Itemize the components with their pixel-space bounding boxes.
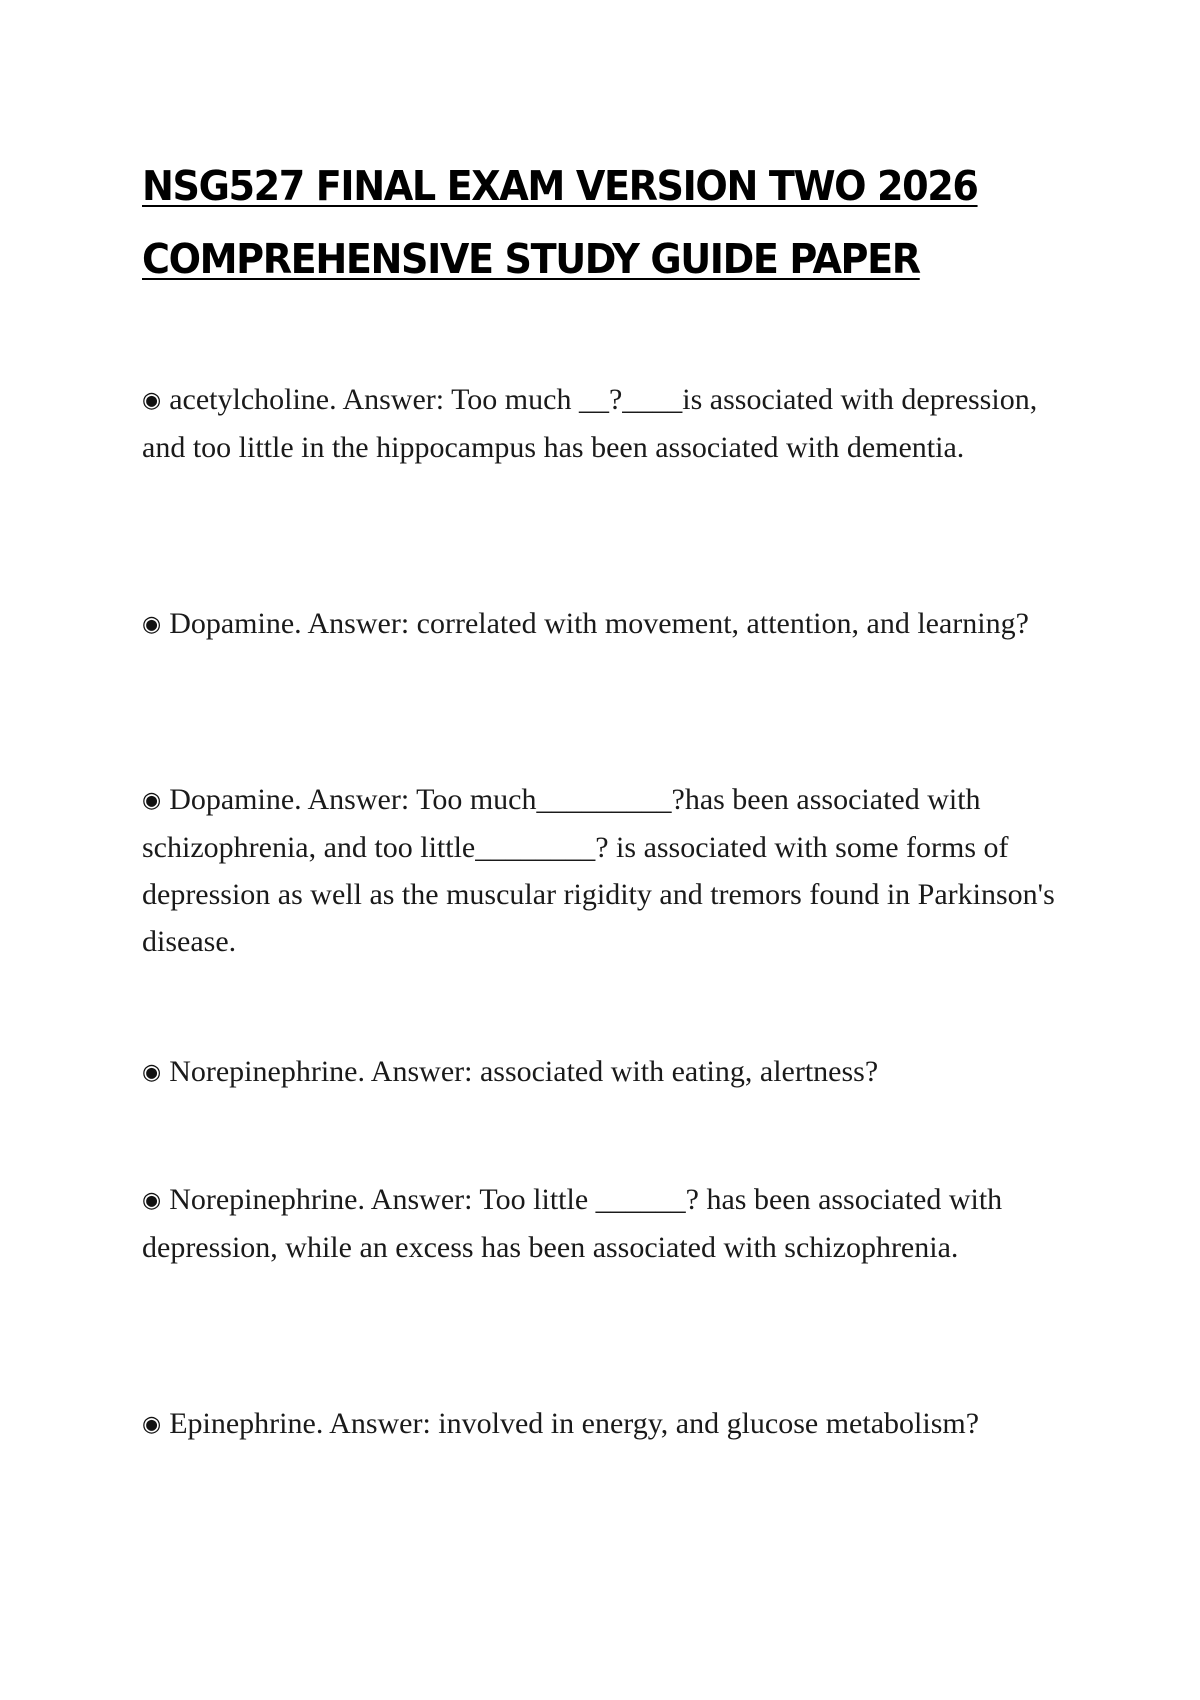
document-title [142, 150, 1035, 296]
qa-item-text: acetylcholine. Answer: Too much __?____is associated with depression, and too little in the hippocampus has been associated with dementia. [142, 383, 1038, 464]
qa-item-text: Dopamine. Answer: correlated with movement, attention, and learning? [169, 607, 1029, 640]
qa-item-text: Dopamine. Answer: Too much_________?has been associated with schizophrenia, and too little________? is associated with some forms of depression as well as the muscular rigidity and tremors found in Parkinson's disease. [142, 783, 1055, 958]
radio-bullet-icon: ◉ [142, 388, 162, 413]
qa-item-text: Norepinephrine. Answer: Too little ______? has been associated with depression, while an excess has been associated with schizophrenia. [142, 1183, 1003, 1264]
qa-item-epinephrine [142, 1400, 1062, 1448]
radio-bullet-icon: ◉ [142, 1412, 162, 1437]
radio-bullet-icon: ◉ [142, 1188, 162, 1213]
qa-item-text: Epinephrine. Answer: involved in energy, and glucose metabolism? [169, 1407, 980, 1440]
radio-bullet-icon: ◉ [142, 1060, 162, 1085]
title-line-1: NSG527 FINAL EXAM VERSION TWO 2026 [142, 162, 978, 210]
qa-item-text: Norepinephrine. Answer: associated with eating, alertness? [169, 1055, 879, 1088]
title-line-2: COMPREHENSIVE STUDY GUIDE PAPER [142, 235, 920, 283]
radio-bullet-icon: ◉ [142, 788, 162, 813]
qa-item-norepinephrine-1 [142, 1048, 1062, 1096]
qa-item-acetylcholine [142, 376, 1062, 471]
qa-item-dopamine-1 [142, 600, 1062, 648]
qa-item-norepinephrine-2 [142, 1176, 1062, 1271]
qa-item-dopamine-2 [142, 776, 1062, 965]
radio-bullet-icon: ◉ [142, 612, 162, 637]
